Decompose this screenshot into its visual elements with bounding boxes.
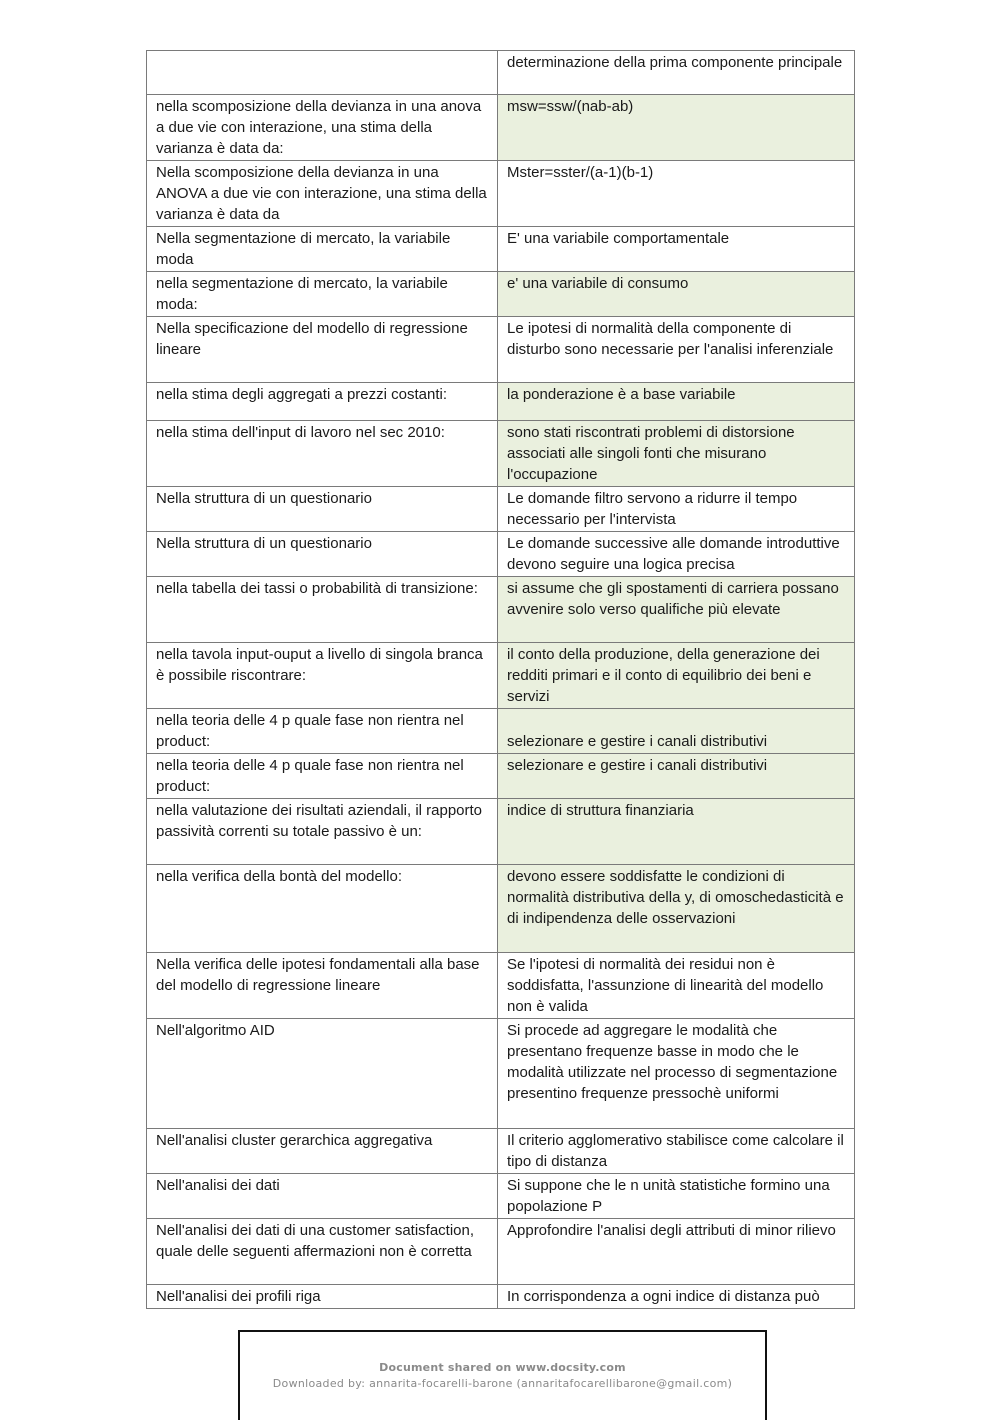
- answer-cell: si assume che gli spostamenti di carriera possano avvenire solo verso qualifiche più elevate: [498, 577, 855, 643]
- question-cell: Nella verifica delle ipotesi fondamentali alla base del modello di regressione lineare: [147, 953, 498, 1019]
- table-row: [147, 1129, 855, 1174]
- table-row: [147, 51, 855, 95]
- table-row: [147, 1219, 855, 1285]
- table-row: [147, 1285, 855, 1309]
- table-row: [147, 709, 855, 754]
- answer-cell: devono essere soddisfatte le condizioni di normalità distributiva della y, di omoschedasticità e di indipendenza delle osservazioni: [498, 865, 855, 953]
- answer-cell: il conto della produzione, della generazione dei redditi primari e il conto di equilibrio dei beni e servizi: [498, 643, 855, 709]
- answer-cell: la ponderazione è a base variabile: [498, 383, 855, 421]
- answer-cell: In corrispondenza a ogni indice di distanza può: [498, 1285, 855, 1309]
- qa-table-body: [147, 51, 855, 1309]
- answer-cell: e' una variabile di consumo: [498, 272, 855, 317]
- table-row: [147, 643, 855, 709]
- answer-cell: Mster=sster/(a-1)(b-1): [498, 161, 855, 227]
- question-cell: nella tavola input-ouput a livello di singola branca è possibile riscontrare:: [147, 643, 498, 709]
- question-cell: nella segmentazione di mercato, la variabile moda:: [147, 272, 498, 317]
- table-row: [147, 227, 855, 272]
- footer-downloaded-by: Downloaded by: annarita-focarelli-barone (annaritafocarellibarone@gmail.com): [272, 1377, 733, 1390]
- question-cell: nella teoria delle 4 p quale fase non rientra nel product:: [147, 709, 498, 754]
- answer-cell: Le domande filtro servono a ridurre il tempo necessario per l'intervista: [498, 487, 855, 532]
- question-cell: Nella scomposizione della devianza in una ANOVA a due vie con interazione, una stima della varianza è data da: [147, 161, 498, 227]
- answer-cell: Approfondire l'analisi degli attributi di minor rilievo: [498, 1219, 855, 1285]
- answer-cell: msw=ssw/(nab-ab): [498, 95, 855, 161]
- question-cell: nella scomposizione della devianza in una anova a due vie con interazione, una stima della varianza è data da:: [147, 95, 498, 161]
- table-row: [147, 421, 855, 487]
- answer-cell: Il criterio agglomerativo stabilisce come calcolare il tipo di distanza: [498, 1129, 855, 1174]
- question-cell: Nella struttura di un questionario: [147, 487, 498, 532]
- footer-shared-on: Document shared on www.docsity.com: [379, 1361, 626, 1374]
- table-row: [147, 953, 855, 1019]
- answer-cell: E' una variabile comportamentale: [498, 227, 855, 272]
- table-row: [147, 317, 855, 383]
- question-cell: Nell'analisi cluster gerarchica aggregativa: [147, 1129, 498, 1174]
- answer-cell: sono stati riscontrati problemi di distorsione associati alle singoli fonti che misurano l'occupazione: [498, 421, 855, 487]
- question-cell: nella verifica della bontà del modello:: [147, 865, 498, 953]
- question-cell: Nell'analisi dei dati di una customer satisfaction, quale delle seguenti affermazioni non è corretta: [147, 1219, 498, 1285]
- answer-cell: Le ipotesi di normalità della componente di disturbo sono necessarie per l'analisi inferenziale: [498, 317, 855, 383]
- table-row: [147, 799, 855, 865]
- table-row: [147, 865, 855, 953]
- answer-cell: Si suppone che le n unità statistiche formino una popolazione P: [498, 1174, 855, 1219]
- table-row: [147, 487, 855, 532]
- table-row: [147, 1019, 855, 1129]
- question-cell: nella tabella dei tassi o probabilità di transizione:: [147, 577, 498, 643]
- answer-cell: Le domande successive alle domande introduttive devono seguire una logica precisa: [498, 532, 855, 577]
- table-row: [147, 754, 855, 799]
- question-cell: Nella struttura di un questionario: [147, 532, 498, 577]
- table-row: [147, 95, 855, 161]
- question-cell: Nell'algoritmo AID: [147, 1019, 498, 1129]
- table-row: [147, 161, 855, 227]
- answer-cell: determinazione della prima componente principale: [498, 51, 855, 95]
- table-row: [147, 383, 855, 421]
- question-cell: Nella segmentazione di mercato, la variabile moda: [147, 227, 498, 272]
- question-cell: nella stima degli aggregati a prezzi costanti:: [147, 383, 498, 421]
- table-row: [147, 532, 855, 577]
- answer-cell: Si procede ad aggregare le modalità che presentano frequenze basse in modo che le modalità utilizzate nel processo di segmentazione presentino frequenze pressochè uniformi: [498, 1019, 855, 1129]
- table-row: [147, 272, 855, 317]
- question-cell: nella valutazione dei risultati aziendali, il rapporto passività correnti su totale passivo è un:: [147, 799, 498, 865]
- table-row: [147, 1174, 855, 1219]
- question-cell: [147, 51, 498, 95]
- answer-cell: selezionare e gestire i canali distributivi: [498, 709, 855, 754]
- question-cell: nella teoria delle 4 p quale fase non rientra nel product:: [147, 754, 498, 799]
- answer-cell: indice di struttura finanziaria: [498, 799, 855, 865]
- answer-cell: Se l'ipotesi di normalità dei residui non è soddisfatta, l'assunzione di linearità del modello non è valida: [498, 953, 855, 1019]
- qa-table: [146, 50, 855, 1309]
- question-cell: Nella specificazione del modello di regressione lineare: [147, 317, 498, 383]
- table-row: [147, 577, 855, 643]
- question-cell: Nell'analisi dei profili riga: [147, 1285, 498, 1309]
- question-cell: Nell'analisi dei dati: [147, 1174, 498, 1219]
- answer-cell: selezionare e gestire i canali distributivi: [498, 754, 855, 799]
- question-cell: nella stima dell'input di lavoro nel sec 2010:: [147, 421, 498, 487]
- docsity-footer: [238, 1330, 767, 1420]
